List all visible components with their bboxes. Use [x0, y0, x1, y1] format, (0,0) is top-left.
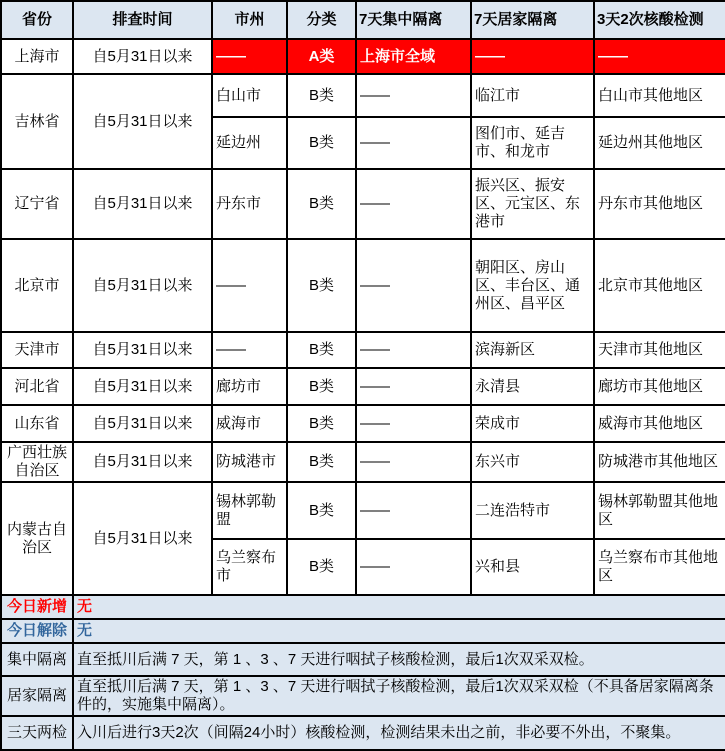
cell-city: 乌兰察布市	[212, 539, 287, 595]
cell-home-quarantine: 朝阳区、房山区、丰台区、通州区、昌平区	[471, 239, 594, 332]
cell-city: 丹东市	[212, 169, 287, 239]
cell-nucleic-test: 防城港市其他地区	[594, 442, 725, 482]
cell-central-quarantine: ——	[356, 239, 471, 332]
cell-nucleic-test: ——	[594, 39, 725, 74]
cell-home-quarantine: 兴和县	[471, 539, 594, 595]
note-home-quarantine-label: 居家隔离	[1, 676, 73, 716]
row-guangxi	[1, 442, 725, 482]
cell-central-quarantine: ——	[356, 74, 471, 117]
today-released-label: 今日解除	[1, 619, 73, 643]
row-shanghai	[1, 39, 725, 74]
cell-category: B类	[287, 239, 356, 332]
cell-province: 内蒙古自治区	[1, 482, 73, 595]
cell-time: 自5月31日以来	[73, 74, 212, 169]
cell-home-quarantine: 二连浩特市	[471, 482, 594, 539]
cell-home-quarantine: 东兴市	[471, 442, 594, 482]
cell-time: 自5月31日以来	[73, 442, 212, 482]
cell-category: B类	[287, 117, 356, 169]
row-today-released	[1, 619, 725, 643]
cell-central-quarantine: ——	[356, 117, 471, 169]
cell-category: A类	[287, 39, 356, 74]
note-central-quarantine-text: 直至抵川后满 7 天，第 1 、3 、7 天进行咽拭子核酸检测，最后1次双采双检。	[73, 643, 725, 676]
row-beijing	[1, 239, 725, 332]
row-today-new	[1, 595, 725, 619]
header-home-quarantine: 7天居家隔离	[471, 1, 594, 39]
cell-time: 自5月31日以来	[73, 482, 212, 595]
cell-category: B类	[287, 74, 356, 117]
cell-city: 延边州	[212, 117, 287, 169]
header-central-quarantine: 7天集中隔离	[356, 1, 471, 39]
today-new-value: 无	[73, 595, 725, 619]
note-home-quarantine-text: 直至抵川后满 7 天，第 1 、3 、7 天进行咽拭子核酸检测，最后1次双采双检（不具备居家隔离条件的，实施集中隔离）。	[73, 676, 725, 716]
today-new-label: 今日新增	[1, 595, 73, 619]
row-note-three-day-test	[1, 716, 725, 750]
cell-province: 天津市	[1, 332, 73, 368]
row-tianjin	[1, 332, 725, 368]
cell-nucleic-test: 廊坊市其他地区	[594, 368, 725, 405]
header-city: 市州	[212, 1, 287, 39]
cell-category: B类	[287, 405, 356, 442]
cell-category: B类	[287, 442, 356, 482]
cell-nucleic-test: 威海市其他地区	[594, 405, 725, 442]
header-category: 分类	[287, 1, 356, 39]
cell-home-quarantine: 荣成市	[471, 405, 594, 442]
row-note-central-quarantine	[1, 643, 725, 676]
note-three-day-test-text: 入川后进行3天2次（间隔24小时）核酸检测，检测结果未出之前，非必要不外出，不聚集。	[73, 716, 725, 750]
cell-nucleic-test: 丹东市其他地区	[594, 169, 725, 239]
cell-nucleic-test: 天津市其他地区	[594, 332, 725, 368]
cell-city: 锡林郭勒盟	[212, 482, 287, 539]
cell-nucleic-test: 锡林郭勒盟其他地区	[594, 482, 725, 539]
cell-home-quarantine: 临江市	[471, 74, 594, 117]
cell-province: 广西壮族自治区	[1, 442, 73, 482]
cell-category: B类	[287, 332, 356, 368]
cell-central-quarantine: 上海市全域	[356, 39, 471, 74]
row-hebei	[1, 368, 725, 405]
cell-central-quarantine: ——	[356, 539, 471, 595]
today-released-value: 无	[73, 619, 725, 643]
cell-city: ——	[212, 39, 287, 74]
cell-central-quarantine: ——	[356, 332, 471, 368]
cell-central-quarantine: ——	[356, 169, 471, 239]
cell-city: 廊坊市	[212, 368, 287, 405]
cell-time: 自5月31日以来	[73, 169, 212, 239]
cell-category: B类	[287, 482, 356, 539]
cell-home-quarantine: 振兴区、振安区、元宝区、东港市	[471, 169, 594, 239]
cell-province: 山东省	[1, 405, 73, 442]
cell-province: 辽宁省	[1, 169, 73, 239]
cell-time: 自5月31日以来	[73, 332, 212, 368]
cell-category: B类	[287, 539, 356, 595]
cell-central-quarantine: ——	[356, 442, 471, 482]
cell-time: 自5月31日以来	[73, 368, 212, 405]
cell-city: 白山市	[212, 74, 287, 117]
header-row	[1, 1, 725, 39]
cell-province: 上海市	[1, 39, 73, 74]
cell-city: ——	[212, 332, 287, 368]
cell-province: 河北省	[1, 368, 73, 405]
row-note-home-quarantine	[1, 676, 725, 716]
cell-city: ——	[212, 239, 287, 332]
cell-central-quarantine: ——	[356, 405, 471, 442]
cell-home-quarantine: ——	[471, 39, 594, 74]
cell-time: 自5月31日以来	[73, 39, 212, 74]
cell-central-quarantine: ——	[356, 368, 471, 405]
cell-home-quarantine: 滨海新区	[471, 332, 594, 368]
cell-province: 北京市	[1, 239, 73, 332]
row-shandong	[1, 405, 725, 442]
cell-home-quarantine: 永清县	[471, 368, 594, 405]
cell-time: 自5月31日以来	[73, 405, 212, 442]
cell-nucleic-test: 乌兰察布市其他地区	[594, 539, 725, 595]
note-central-quarantine-label: 集中隔离	[1, 643, 73, 676]
cell-city: 威海市	[212, 405, 287, 442]
note-three-day-test-label: 三天两检	[1, 716, 73, 750]
cell-city: 防城港市	[212, 442, 287, 482]
cell-central-quarantine: ——	[356, 482, 471, 539]
row-jilin-baishan	[1, 74, 725, 117]
cell-nucleic-test: 白山市其他地区	[594, 74, 725, 117]
cell-home-quarantine: 图们市、延吉市、和龙市	[471, 117, 594, 169]
cell-category: B类	[287, 368, 356, 405]
cell-province: 吉林省	[1, 74, 73, 169]
row-neimenggu-xilinguole	[1, 482, 725, 539]
row-liaoning	[1, 169, 725, 239]
cell-nucleic-test: 延边州其他地区	[594, 117, 725, 169]
cell-category: B类	[287, 169, 356, 239]
cell-nucleic-test: 北京市其他地区	[594, 239, 725, 332]
header-nucleic-test: 3天2次核酸检测	[594, 1, 725, 39]
header-province: 省份	[1, 1, 73, 39]
header-screening-time: 排查时间	[73, 1, 212, 39]
cell-time: 自5月31日以来	[73, 239, 212, 332]
